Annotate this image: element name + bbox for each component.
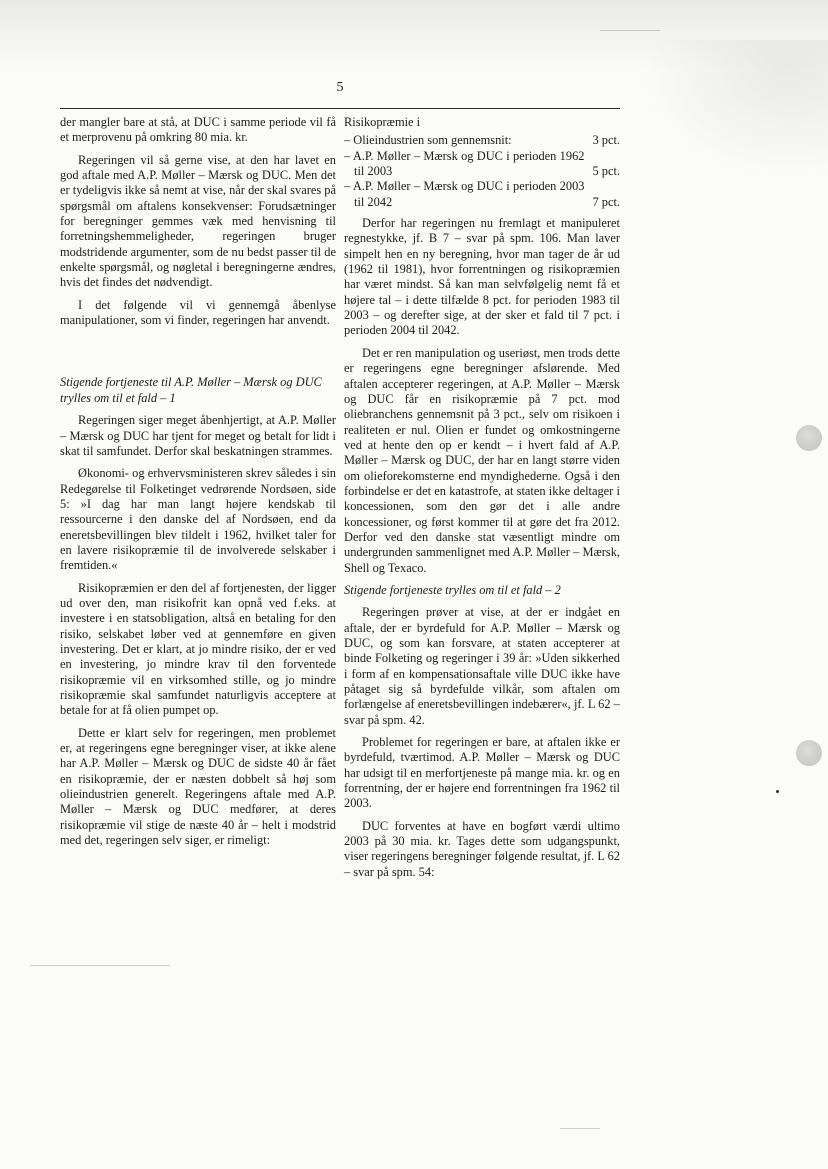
list-item [344,179,620,210]
scan-speck [30,965,170,966]
risk-premium-list [344,133,620,210]
left-column [60,115,336,855]
paragraph: DUC forventes at have en bogført værdi ultimo 2003 på 30 mia. kr. Tages dette som udgangspunkt, viser regeringens beregninger følgende resultat, jf. L 62 – svar på spm. 54: [344,818,620,879]
section-heading: Stigende fortjeneste til A.P. Møller – Mærsk og DUC trylles om til et fald – 1 [60,375,322,405]
paragraph: Det er ren manipulation og useriøst, men trods dette er regeringens egne beregninger afslørende. Med aftalen accepterer regeringen, at A.P. Møller – Mærsk og DUC får en risikopræmie på 7 pct. mod oliebranchens gennemsnit på 3 pct., selv om risikoen i realiteten er nul. Olien er fundet og omkostningerne ved at hente den op er kendt – i hvert fald af A.P. Møller – Mærsk og DUC, der har en langt større viden om olieforekomsterne end myndighederne. Også i den forbindelse er det en katastrofe, at staten ikke deltager i koncessionen, som den gør det i alle andre koncessioner, og først kommer til at gøre det fra 2012. Derfor ved den danske stat væsentligt mindre om undergrunden sammenlignet med A.P. Møller – Mærsk, Shell og Texaco. [344,345,620,575]
list-item [344,133,620,148]
risk-premium-title: Risikopræmie i [344,115,421,129]
paragraph: Regeringen vil så gerne vise, at den har lavet en god aftale med A.P. Møller – Mærsk og DUC. Men det er tydeligvis ikke så nemt at vise, når der skal svares på spørgsmål om aftalens konsekvenser: Forudsætninger for beregninger gemmes væk med henvisning til forretningshemmeligheder, regeringen bruger modstridende argumenter, som de nu bedst passer til de enkelte spørgsmål, og nøgletal i beregningerne ændres, hvis det findes det nødvendigt. [60,152,336,290]
paragraph: der mangler bare at stå, at DUC i samme periode vil få et merprovenu på omkring 80 mia. kr. [60,115,336,145]
scan-speck [560,1128,600,1129]
paragraph: Dette er klart selv for regeringen, men problemet er, at regeringens egne beregninger viser, at ikke alene har A.P. Møller – Mærsk og DUC de sidste 40 år fået en risikopræmie, der er næsten dobbelt så høj som olieindustrien generelt. Regeringens aftale med A.P. Møller – Mærsk og DUC medfører, at deres risikopræmie vil stige de næste 40 år – helt i modstrid med det, regeringen selv siger, er rimeligt: [60,725,336,848]
scan-speck [600,30,660,31]
scan-dot [776,790,779,793]
section-spacer [60,335,336,375]
paragraph: Problemet for regeringen er bare, at aftalen ikke er byrdefuld, tværtimod. A.P. Møller – Mærsk og DUC har udsigt til en merfortjeneste på mange mia. kr. og en forrentning, der er højere end forrentningen fra 1962 til 2003. [344,735,620,811]
list-item [344,149,620,180]
page-number: 5 [336,80,344,95]
risk-item-desc: – A.P. Møller – Mærsk og DUC i perioden 1962 til 2003 [344,148,585,179]
right-column [344,115,620,887]
scan-shadow-right [638,40,828,180]
risk-item-desc: – Olieindustrien som gennemsnit: [344,133,512,148]
paragraph: I det følgende vil vi gennemgå åbenlyse manipulationer, som vi finder, regeringen har anvendt. [60,297,336,328]
risk-item-value: 7 pct. [592,194,620,209]
risk-item-value: 3 pct. [592,133,620,148]
paragraph: Regeringen siger meget åbenhjertigt, at A.P. Møller – Mærsk og DUC har tjent for meget og betalt for lidt i skat til samfundet. Derfor skal beskatningen strammes. [60,413,336,458]
punch-hole-top [796,425,822,451]
header-rule [60,108,620,109]
paragraph: Regeringen prøver at vise, at der er indgået en aftale, der er byrdefuld for A.P. Møller – Mærsk og DUC, og som kan forsvare, at staten accepterer at binde Folketing og regeringer i 39 år: »Uden sikkerhed i form af en kompensationsaftale ville DUC ikke have påtaget sig så byrdefulde vilkår, som aftalen om forlængelse af eneretsbevillingen indebærer«, jf. L 62 – svar på spm. 42. [344,605,620,727]
paragraph: Derfor har regeringen nu fremlagt et manipuleret regnestykke, jf. B 7 – svar på spm. 106. Man laver simpelt hen en ny beregning, hvor man tager de år ud (1962 til 1981), hvor forrentningen og risikopræmien har været mindst. Så kan man selvfølgelig nemt få et højere tal – i dette tilfælde 8 pct. for perioden 1983 til 2003 – og derefter sige, at der sker et fald til 7 pct. i perioden 2004 til 2042. [344,216,620,338]
section-heading: Stigende fortjeneste trylles om til et fald – 2 [344,582,561,597]
risk-item-desc: – A.P. Møller – Mærsk og DUC i perioden 2003 til 2042 [344,179,585,209]
paragraph: Risikopræmien er den del af fortjenesten, der ligger ud over den, man risikofrit kan opnå ved f.eks. at investere i en statsobligation, altså en betaling for den risiko, selskabet løber ved at gennemføre en given investering. Det er klart, at jo mindre risiko, der er ved en investering, jo mindre krav til den forventede risikopræmie vil en virksomhed stille, og jo mindre risikopræmie skal samfundet naturligvis acceptere at betale for at få olien pumpet op. [60,580,336,718]
punch-hole-bottom [796,740,822,766]
paragraph: Økonomi- og erhvervsministeren skrev således i sin Redegørelse til Folketinget vedrørende Nordsøen, side 5: »I dag har man langt højere kendskab til ressourcerne i den danske del af Nordsøen, end da eneretsbevillingen blev tildelt i 1962, hvilket taler for en lavere risikopræmie til de involverede selskaber i fremtiden.« [60,466,336,573]
risk-item-value: 5 pct. [592,164,620,179]
